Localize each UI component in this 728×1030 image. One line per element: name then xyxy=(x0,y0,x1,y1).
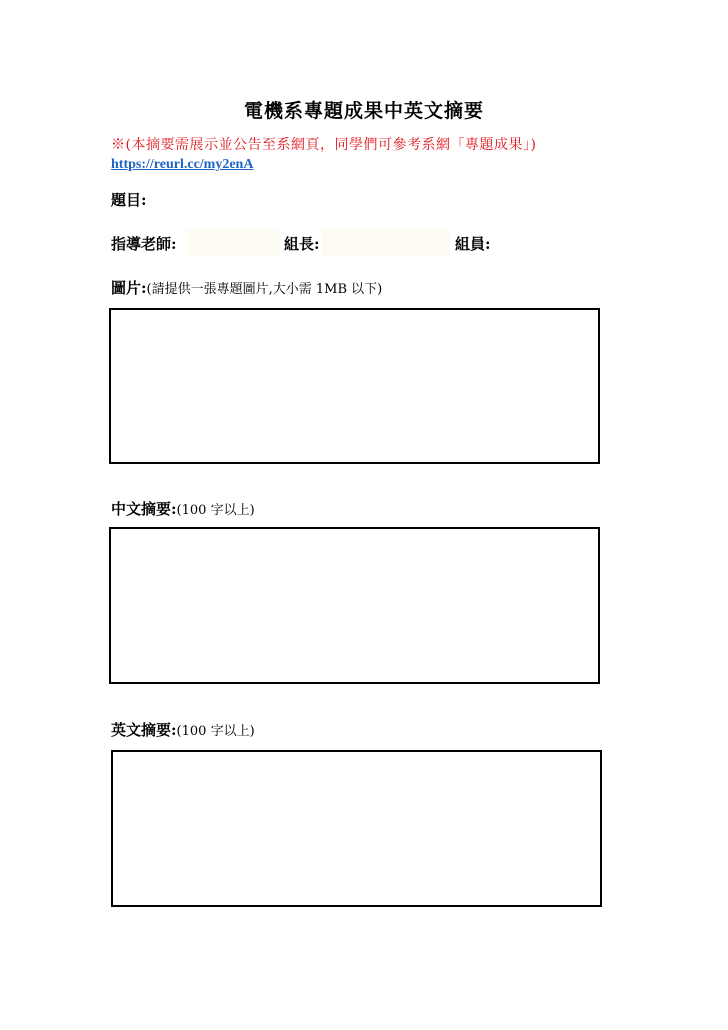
image-heading xyxy=(111,277,382,298)
chinese-abstract-heading xyxy=(111,498,255,519)
chinese-abstract-label: 中文摘要: xyxy=(111,500,177,518)
english-abstract-heading xyxy=(111,719,255,740)
image-note: (請提供一張專題圖片,大小需 1MB 以下) xyxy=(146,282,383,297)
topic-label: 題目: xyxy=(111,191,147,209)
advisor-name-field[interactable] xyxy=(188,229,280,256)
members-label: 組員: xyxy=(455,235,491,253)
image-label: 圖片: xyxy=(111,279,147,297)
chinese-abstract-box[interactable] xyxy=(109,527,600,684)
advisor-label: 指導老師: xyxy=(111,235,177,253)
page-title: 電機系專題成果中英文摘要 xyxy=(243,100,484,122)
department-website-link[interactable]: https://reurl.cc/my2enA xyxy=(111,157,254,172)
image-box[interactable] xyxy=(109,308,600,464)
english-abstract-note: (100 字以上) xyxy=(176,724,255,739)
chinese-abstract-note: (100 字以上) xyxy=(176,503,255,518)
publication-notice: ※(本摘要需展示並公告至系網頁，同學們可參考系網「專題成果」) xyxy=(111,137,537,153)
english-abstract-label: 英文摘要: xyxy=(111,721,177,739)
english-abstract-box[interactable] xyxy=(111,750,602,907)
leader-label: 組長: xyxy=(284,235,320,253)
leader-name-field[interactable] xyxy=(322,229,450,256)
